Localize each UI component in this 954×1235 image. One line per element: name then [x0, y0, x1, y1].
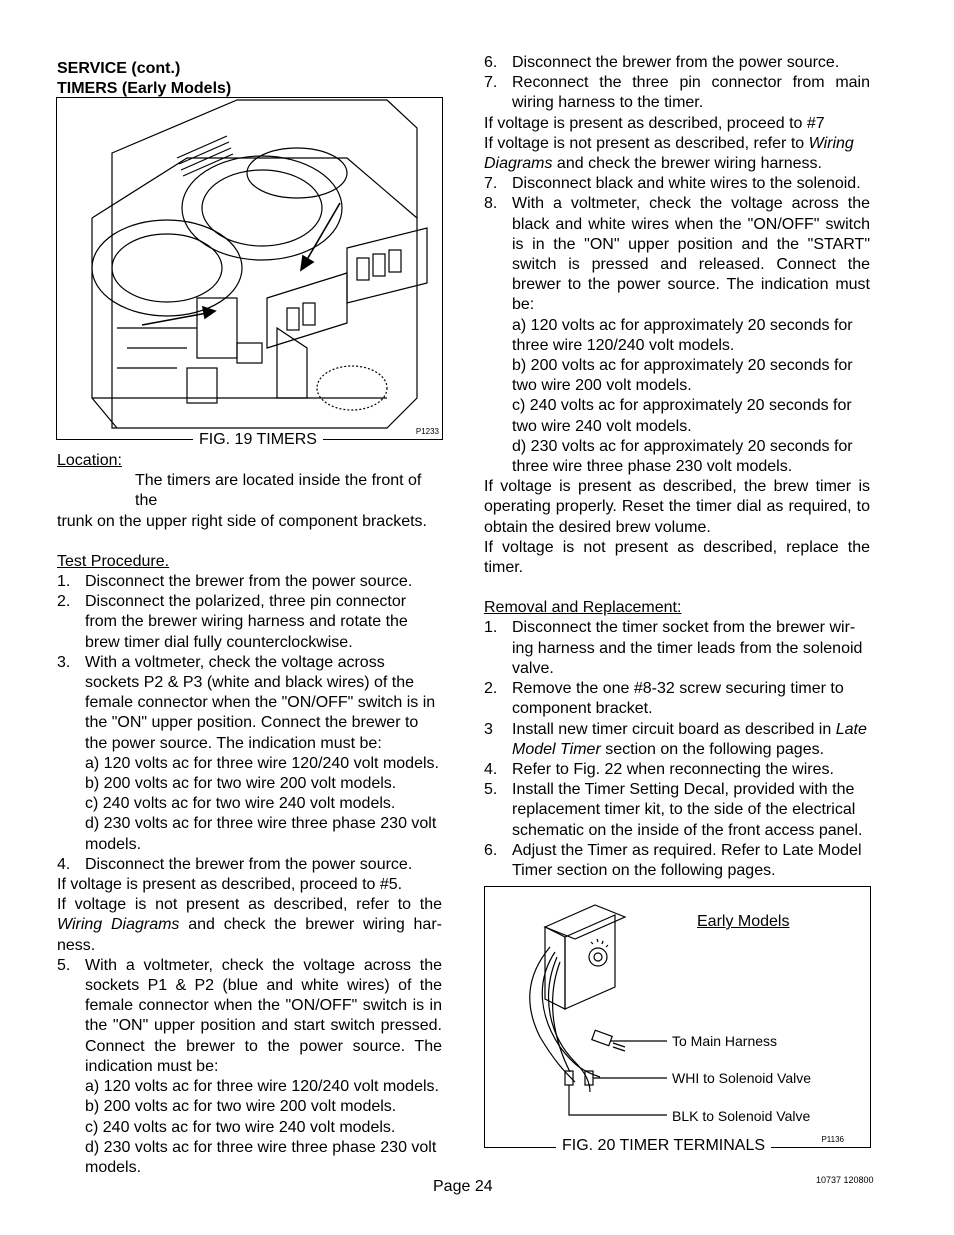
left-column	[57, 59, 442, 99]
test-procedure-heading: Test Procedure.	[57, 552, 170, 570]
list-item: 2. Remove the one #8-32 screw securing timer to component bracket.	[484, 680, 844, 718]
sub-item: c) 240 volts ac for approximately 20 seconds for two wire 240 volt models.	[512, 397, 852, 435]
sub-item: d) 230 volts ac for three wire three phase 230 volt models.	[85, 1138, 437, 1176]
list-item: 4. Disconnect the brewer from the power source.	[57, 855, 413, 873]
list-item: 4. Refer to Fig. 22 when reconnecting the wires.	[484, 760, 834, 778]
list-item: 6. Disconnect the brewer from the power source.	[484, 54, 840, 71]
fig19-code: P1233	[415, 427, 439, 436]
fig20-caption: FIG. 20 TIMER TERMINALS	[556, 1137, 771, 1155]
fig20-code: P1136	[821, 1135, 844, 1144]
fig19-caption: FIG. 19 TIMERS	[193, 431, 323, 449]
result-bad-text: If voltage is not present as described, replace the timer.	[484, 538, 870, 577]
label-main-harness: To Main Harness	[672, 1033, 778, 1049]
list-item: 5. Install the Timer Setting Decal, provided with the replacement timer kit, to the side of the electrical schematic on the inside of the front access panel.	[484, 781, 863, 839]
left-body	[57, 451, 442, 1178]
section-subheading: TIMERS (Early Models)	[57, 80, 232, 97]
list-item: 8. With a voltmeter, check the voltage across the black and white wires when the "ON/OFF" switch is in the "ON" upper position and the "START" switch is pressed and released. Connect the brewer to the power source. The indication must be:	[484, 195, 870, 314]
fig19-frame	[56, 97, 443, 440]
sub-item: b) 200 volts ac for two wire 200 volt models.	[85, 1098, 397, 1116]
document-code: 10737 120800	[816, 1175, 874, 1185]
result-ok-text: If voltage is present as described, the brew timer is operating properly. Reset the timer dial as required, to obtain the desired brew volume.	[484, 478, 870, 536]
sub-item: d) 230 volts ac for approximately 20 seconds for three wire three phase 230 volt models.	[512, 437, 853, 476]
list-item: 1. Disconnect the brewer from the power source.	[57, 573, 413, 591]
location-heading: Location:	[57, 452, 122, 469]
sub-item: c) 240 volts ac for two wire 240 volt models.	[85, 795, 396, 813]
sub-item: d) 230 volts ac for three wire three phase 230 volt models.	[85, 815, 437, 853]
fig20-frame	[484, 886, 871, 1148]
list-item: 5. With a voltmeter, check the voltage across the sockets P1 & P2 (blue and white wires) of the female connector when the "ON/OFF" switch is in the "ON" upper position and start switch pressed. Connect the brewer to the power source. The indication must be:	[57, 956, 442, 1075]
list-item: 3 Install new timer circuit board as described in Late Model Timer section on the following pages.	[484, 720, 867, 758]
list-item: 7. Reconnect the three pin connector from main wiring harness to the timer.	[484, 74, 870, 112]
section-heading: SERVICE (cont.)	[57, 60, 181, 77]
list-item: 3. With a voltmeter, check the voltage across sockets P2 & P3 (white and black wires) of the female connector when the "ON/OFF" switch is in the "ON" upper position. Connect the brewer to the power source. The indication must be:	[57, 653, 436, 752]
if-present-text: If voltage is present as described, proceed to #7	[484, 114, 825, 132]
removal-heading: Removal and Replacement:	[484, 599, 682, 617]
if-not-present-text: If voltage is not present as described, refer to the Wiring Diagrams and check the brewer wiring har-ness.	[57, 896, 442, 954]
list-item: 1. Disconnect the timer socket from the brewer wir-ing harness and the timer leads from the solenoid valve.	[484, 619, 863, 677]
list-item: 2. Disconnect the polarized, three pin connector from the brewer wiring harness and rotate the brew timer dial fully counterclockwise.	[57, 593, 408, 651]
sub-item: c) 240 volts ac for two wire 240 volt models.	[85, 1118, 396, 1136]
label-blk-solenoid: BLK to Solenoid Valve	[672, 1108, 811, 1124]
sub-item: a) 120 volts ac for three wire 120/240 volt models.	[85, 1078, 439, 1096]
sub-item: a) 120 volts ac for three wire 120/240 volt models.	[85, 754, 439, 772]
timers-illustration	[57, 98, 442, 439]
location-text-2: trunk on the upper right side of component brackets.	[57, 512, 427, 530]
if-not-present-text: If voltage is not present as described, refer to Wiring Diagrams and check the brewer wiring harness.	[484, 134, 854, 173]
if-present-text: If voltage is present as described, proceed to #5.	[57, 876, 403, 894]
location-text-1: The timers are located inside the front of the	[135, 472, 422, 510]
list-item: 6. Adjust the Timer as required. Refer to Late Model Timer section on the following pages.	[484, 841, 862, 879]
page-number: Page 24	[433, 1178, 493, 1195]
sub-item: b) 200 volts ac for two wire 200 volt models.	[85, 775, 397, 793]
sub-item: b) 200 volts ac for approximately 20 seconds for two wire 200 volt models.	[512, 357, 853, 395]
right-body	[484, 53, 870, 881]
fig20-title: Early Models	[697, 913, 790, 930]
sub-item: a) 120 volts ac for approximately 20 seconds for three wire 120/240 volt models.	[512, 316, 853, 354]
label-whi-solenoid: WHI to Solenoid Valve	[672, 1070, 812, 1086]
list-item: 7. Disconnect black and white wires to the solenoid.	[484, 175, 861, 193]
